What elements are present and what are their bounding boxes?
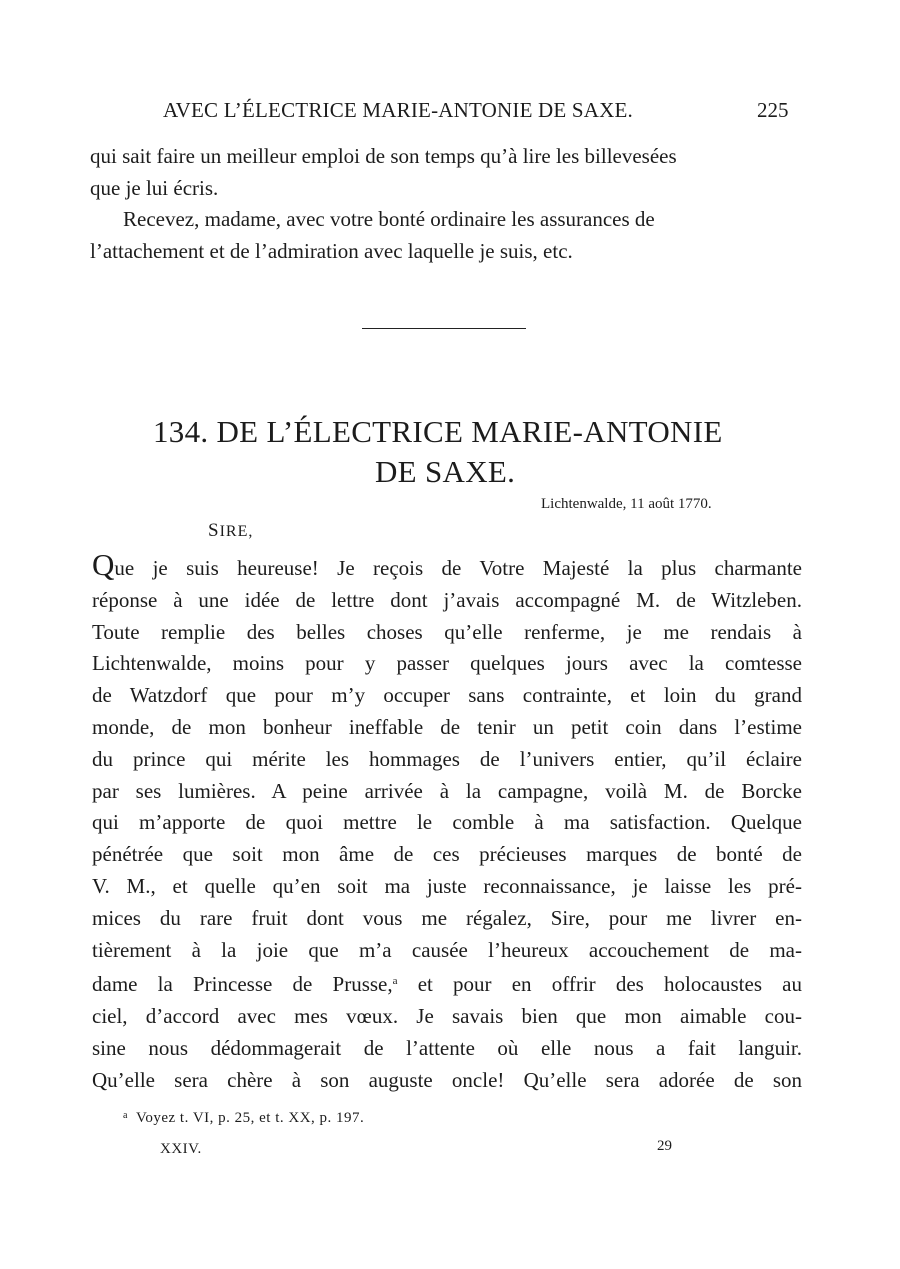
body-line	[92, 547, 802, 585]
footnote-reference: a	[392, 975, 398, 988]
letter-dateline: Lichtenwalde, 11 août 1770.	[541, 496, 712, 512]
previous-letter-line: que je lui écris.	[90, 176, 219, 200]
previous-letter-line: l’attachement et de l’admiration avec laquelle je suis, etc.	[90, 239, 573, 263]
signature-mark: XXIV.	[160, 1141, 202, 1157]
footnote-mark: a	[123, 1110, 128, 1121]
footnote	[123, 1110, 364, 1127]
body-line: mices du rare fruit dont vous me régalez, Sire, pour me livrer en-	[92, 905, 802, 930]
salutation-initial: S	[208, 520, 220, 541]
page-number: 225	[757, 98, 789, 122]
body-line: monde, de mon bonheur ineffable de tenir un petit coin dans l’estime	[92, 714, 802, 739]
body-line: de Watzdorf que pour m’y occuper sans contrainte, et loin du grand	[92, 683, 802, 708]
letter-title: 134. DE L’ÉLECTRICE MARIE-ANTONIE	[153, 414, 723, 449]
body-line-text: et pour en offrir des holocaustes au	[397, 972, 802, 997]
body-line: V. M., et quelle qu’en soit ma juste reconnaissance, je laisse les pré-	[92, 873, 802, 898]
body-line	[92, 966, 802, 1001]
body-line: par ses lumières. A peine arrivée à la campagne, voilà M. de Borcke	[92, 778, 802, 803]
body-line: du prince qui mérite les hommages de l’univers entier, qu’il éclaire	[92, 746, 802, 771]
body-line: Toute remplie des belles choses qu’elle renferme, je me rendais à	[92, 619, 802, 644]
running-head: AVEC L’ÉLECTRICE MARIE-ANTONIE DE SAXE.	[163, 98, 633, 122]
salutation-rest: IRE,	[219, 523, 254, 540]
previous-letter-line: qui sait faire un meilleur emploi de son temps qu’à lire les billevesées	[90, 144, 677, 168]
previous-letter-line: Recevez, madame, avec votre bonté ordinaire les assurances de	[123, 207, 655, 231]
body-line: sine nous dédommagerait de l’attente où elle nous a fait languir.	[92, 1035, 802, 1060]
footnote-text: Voyez t. VI, p. 25, et t. XX, p. 197.	[135, 1110, 365, 1126]
drop-initial: Q	[92, 547, 115, 582]
body-line-text: ue je suis heureuse! Je reçois de Votre Majesté la plus charmante	[114, 556, 802, 580]
body-line: réponse à une idée de lettre dont j’avais accompagné M. de Witzleben.	[92, 587, 802, 612]
letter-title-continued: DE SAXE.	[375, 454, 516, 489]
salutation	[208, 520, 253, 542]
body-line-text: dame la Princesse de Prusse,	[92, 972, 393, 997]
sheet-number: 29	[657, 1138, 672, 1154]
body-line: ciel, d’accord avec mes vœux. Je savais bien que mon aimable cou-	[92, 1004, 802, 1029]
section-divider	[362, 328, 526, 329]
letter-body	[92, 547, 802, 1097]
body-line: qui m’apporte de quoi mettre le comble à ma satisfaction. Quelque	[92, 810, 802, 835]
body-line: tièrement à la joie que m’a causée l’heureux accouchement de ma-	[92, 937, 802, 962]
body-line: Lichtenwalde, moins pour y passer quelques jours avec la comtesse	[92, 651, 802, 676]
body-line: Qu’elle sera chère à son auguste oncle! Qu’elle sera adorée de son	[92, 1067, 802, 1092]
body-line: pénétrée que soit mon âme de ces précieuses marques de bonté de	[92, 842, 802, 867]
